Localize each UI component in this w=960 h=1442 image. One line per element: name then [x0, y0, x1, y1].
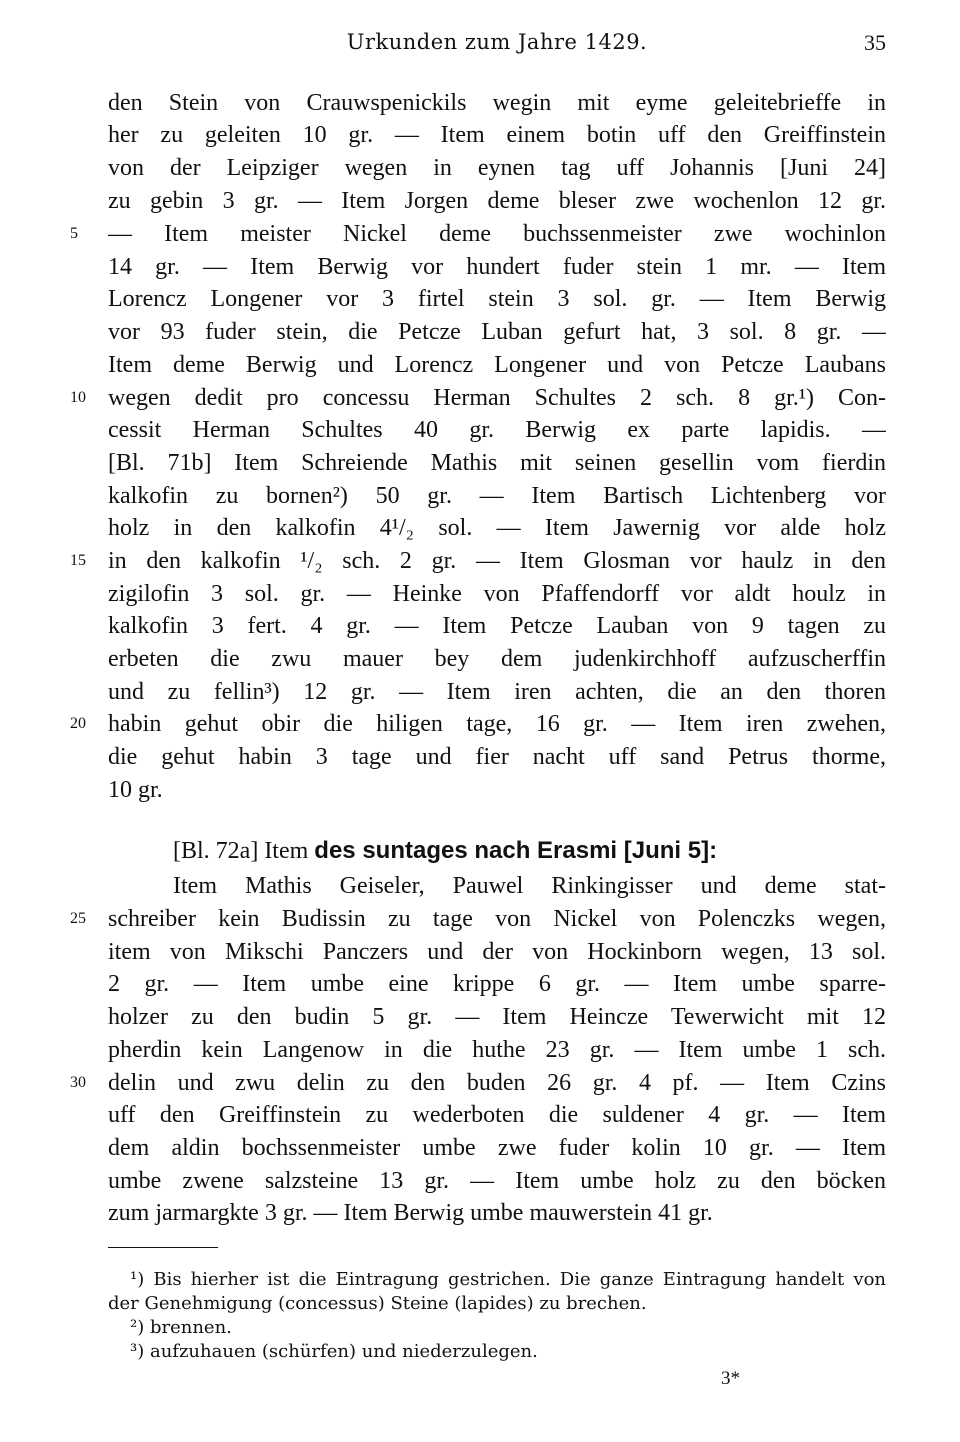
footnote-divider	[108, 1247, 218, 1248]
line-number: 10	[70, 389, 86, 406]
text-line: Item deme Berwig und Lorencz Longener und von Petcze Laubans	[108, 352, 886, 378]
page-header	[108, 30, 886, 64]
text-line: cessit Herman Schultes 40 gr. Berwig ex parte lapidis. —	[108, 417, 886, 443]
running-head: Urkunden zum Jahre 1429.	[346, 30, 648, 54]
footnote-line: ²) brennen.	[130, 1317, 232, 1338]
text-line: in den kalkofin ¹/₂ sch. 2 gr. — Item Glosman vor haulz in den	[108, 548, 886, 574]
text-line: 2 gr. — Item umbe eine krippe 6 gr. — Item umbe sparre-	[108, 971, 886, 997]
text-line: Item Mathis Geiseler, Pauwel Rinkingisser und deme stat-	[173, 873, 886, 899]
text-line: zu gebin 3 gr. — Item Jorgen deme bleser zwe wochenlon 12 gr.	[108, 188, 886, 214]
line-number: 15	[70, 552, 86, 569]
text-line: den Stein von Crauwspenickils wegin mit eyme geleitebrieffe in	[108, 90, 886, 116]
text-line: pherdin kein Langenow in die huthe 23 gr. — Item umbe 1 sch.	[108, 1037, 886, 1063]
line-number: 25	[70, 910, 86, 927]
text-line: habin gehut obir die hiligen tage, 16 gr. — Item iren zwehen,	[108, 711, 886, 737]
footnote-line: ¹) Bis hierher ist die Eintragung gestrichen. Die ganze Eintragung handelt von	[130, 1269, 886, 1290]
text-line: umbe zwene salzsteine 13 gr. — Item umbe holz zu den böcken	[108, 1168, 886, 1194]
page-number: 35	[864, 30, 886, 55]
text-line: kalkofin 3 fert. 4 gr. — Item Petcze Lauban von 9 tagen zu	[108, 613, 886, 639]
section-heading	[173, 835, 886, 867]
text-line: dem aldin bochssenmeister umbe zwe fuder kolin 10 gr. — Item	[108, 1135, 886, 1161]
text-line: 14 gr. — Item Berwig vor hundert fuder stein 1 mr. — Item	[108, 254, 886, 280]
footnote-line: ³) aufzuhauen (schürfen) und niederzulegen.	[130, 1341, 538, 1362]
text-line: item von Mikschi Panczers und der von Hockinborn wegen, 13 sol.	[108, 939, 886, 965]
text-line: delin und zwu delin zu den buden 26 gr. 4 pf. — Item Czins	[108, 1070, 886, 1096]
text-line: kalkofin zu bornen²) 50 gr. — Item Bartisch Lichtenberg vor	[108, 483, 886, 509]
text-line: holzer zu den budin 5 gr. — Item Heincze Tewerwicht mit 12	[108, 1004, 886, 1030]
signature-mark: 3*	[721, 1368, 740, 1389]
heading-title: des suntages nach Erasmi [Juni 5]:	[314, 837, 718, 864]
text-line: vor 93 fuder stein, die Petcze Luban gefurt hat, 3 sol. 8 gr. —	[108, 319, 886, 345]
text-line: — Item meister Nickel deme buchssenmeister zwe wochinlon	[108, 221, 886, 247]
text-line: zum jarmargkte 3 gr. — Item Berwig umbe mauwerstein 41 gr.	[108, 1200, 713, 1226]
text-line: und zu fellin³) 12 gr. — Item iren achten, die an den thoren	[108, 679, 886, 705]
text-line: holz in den kalkofin 4¹/₂ sol. — Item Jawernig vor alde holz	[108, 515, 886, 541]
text-line: [Bl. 71b] Item Schreiende Mathis mit seinen gesellin vom fierdin	[108, 450, 886, 476]
text-line: uff den Greiffinstein zu wederboten die suldener 4 gr. — Item	[108, 1102, 886, 1128]
text-line: erbeten die zwu mauer bey dem judenkirchhoff aufzuscherffin	[108, 646, 886, 672]
line-number: 30	[70, 1074, 86, 1091]
line-number: 20	[70, 715, 86, 732]
text-line: von der Leipziger wegen in eynen tag uff Johannis [Juni 24]	[108, 155, 886, 181]
text-line: wegen dedit pro concessu Herman Schultes 2 sch. 8 gr.¹) Con-	[108, 385, 886, 411]
text-line: Lorencz Longener vor 3 firtel stein 3 sol. gr. — Item Berwig	[108, 286, 886, 312]
text-line: zigilofin 3 sol. gr. — Heinke von Pfaffendorff vor aldt houlz in	[108, 581, 886, 607]
text-line: schreiber kein Budissin zu tage von Nickel von Polenczks wegen,	[108, 906, 886, 932]
text-line: her zu geleiten 10 gr. — Item einem botin uff den Greiffinstein	[108, 122, 886, 148]
text-line: 10 gr.	[108, 777, 163, 803]
footnote-line: der Genehmigung (concessus) Steine (lapides) zu brechen.	[108, 1293, 647, 1314]
text-line: die gehut habin 3 tage und fier nacht uff sand Petrus thorme,	[108, 744, 886, 770]
line-number: 5	[70, 225, 78, 242]
heading-prefix: [Bl. 72a] Item	[173, 838, 315, 864]
